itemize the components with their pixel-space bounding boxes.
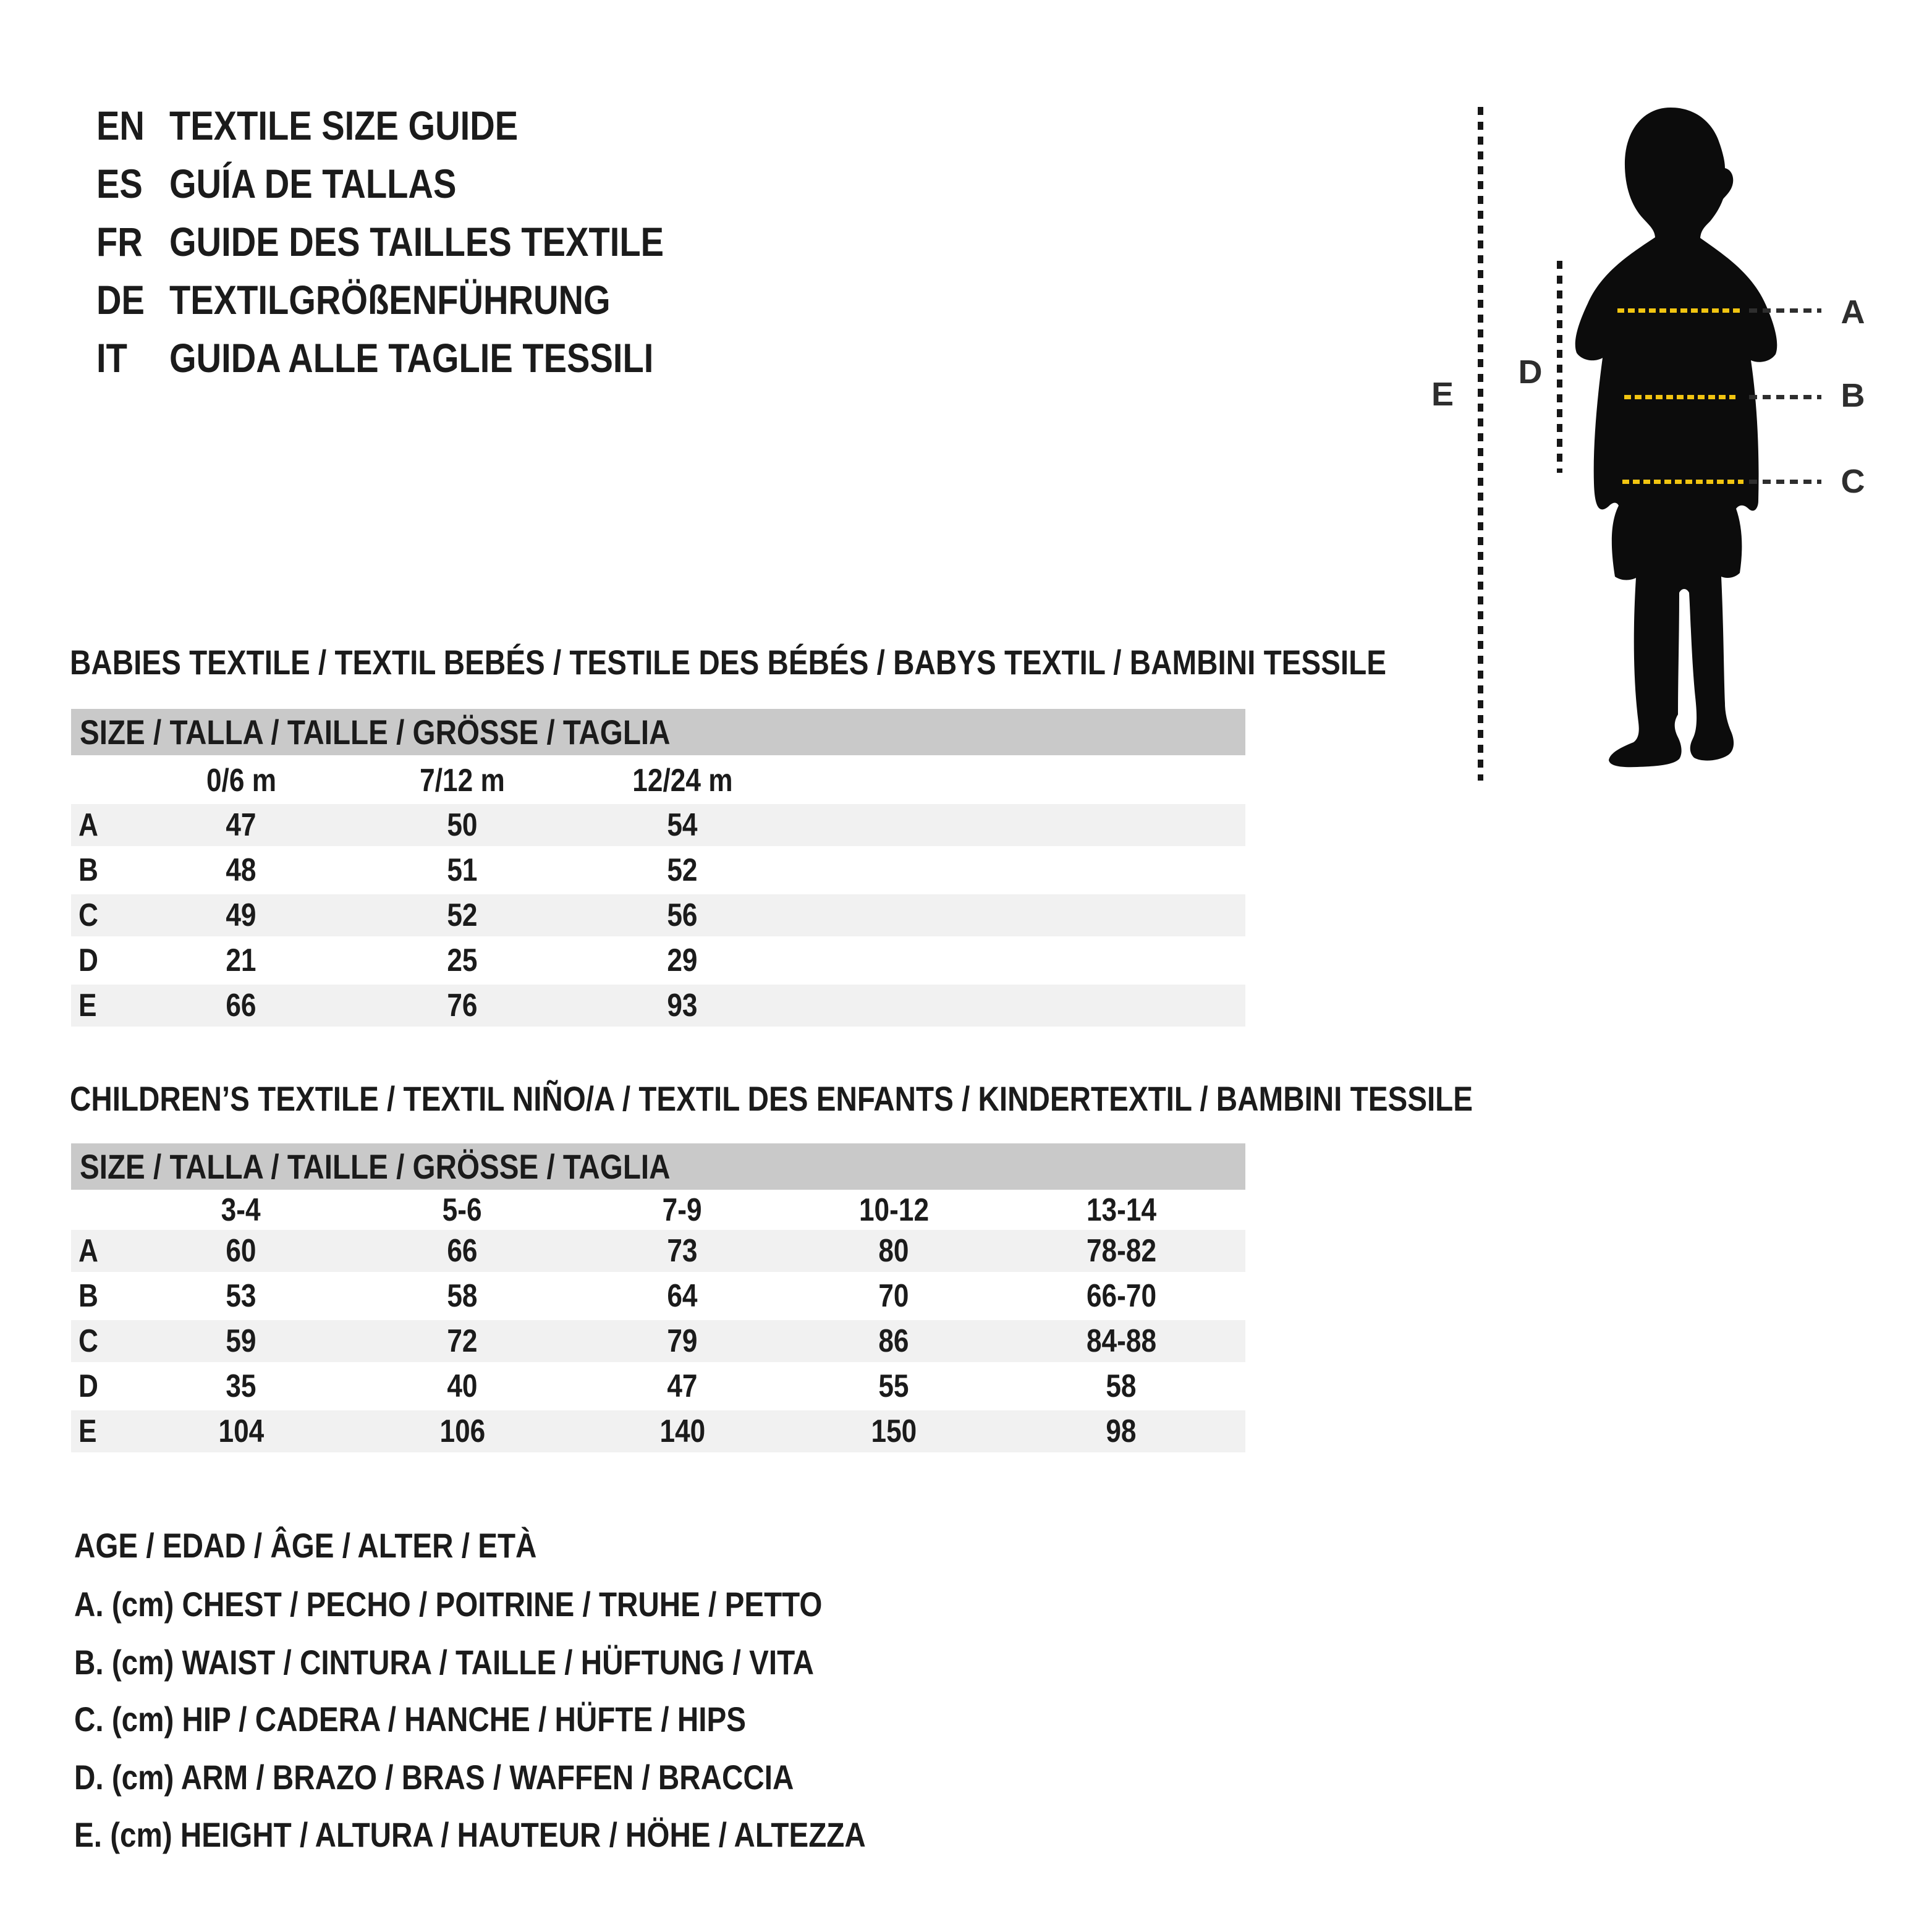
table-cell: 86 — [878, 1323, 909, 1359]
table-cell: 49 — [226, 897, 256, 933]
column-header: 12/24 m — [632, 763, 733, 799]
row-label: B — [78, 852, 98, 888]
row-label: C — [78, 1323, 98, 1359]
table-cell: 29 — [667, 943, 698, 978]
table-row — [71, 849, 1245, 891]
guide-title: GUIDA ALLE TAGLIE TESSILI — [169, 335, 654, 381]
guide-title: GUÍA DE TALLAS — [169, 161, 457, 206]
lang-code: IT — [96, 335, 127, 381]
table-row — [71, 1410, 1245, 1452]
table-row — [71, 804, 1245, 846]
table-cell: 54 — [667, 807, 698, 843]
babies-column-headers — [71, 759, 1245, 802]
row-label: D — [78, 1368, 98, 1404]
table-cell: 66-70 — [1086, 1278, 1156, 1314]
column-header: 0/6 m — [206, 763, 276, 799]
figure-label-b: B — [1841, 377, 1865, 414]
table-cell: 72 — [447, 1323, 478, 1359]
table-cell: 93 — [667, 988, 698, 1023]
table-cell: 64 — [667, 1278, 698, 1314]
column-header: 13-14 — [1086, 1192, 1156, 1228]
table-cell: 106 — [439, 1413, 485, 1449]
table-cell: 70 — [878, 1278, 909, 1314]
column-header: 5-6 — [443, 1192, 482, 1228]
column-header: 3-4 — [221, 1192, 261, 1228]
figure-label-e: E — [1431, 376, 1454, 413]
table-row — [71, 939, 1245, 981]
children-section-title: CHILDREN’S TEXTILE / TEXTIL NIÑO/A / TEXTIL DES ENFANTS / KINDERTEXTIL / BAMBINI TESSILE — [70, 1079, 1473, 1118]
legend-line-age: AGE / EDAD / ÂGE / ALTER / ETÀ — [74, 1526, 537, 1565]
legend-line-hip: C. (cm) HIP / CADERA / HANCHE / HÜFTE / HIPS — [74, 1700, 746, 1739]
guide-title: TEXTILE SIZE GUIDE — [169, 103, 519, 148]
lang-row-it — [96, 329, 962, 387]
legend-line-height: E. (cm) HEIGHT / ALTURA / HAUTEUR / HÖHE / ALTEZZA — [74, 1815, 866, 1854]
table-cell: 40 — [447, 1368, 478, 1404]
table-cell: 51 — [447, 852, 478, 888]
table-cell: 53 — [226, 1278, 256, 1314]
children-column-headers — [71, 1190, 1245, 1230]
table-cell: 50 — [447, 807, 478, 843]
row-label: E — [78, 988, 97, 1023]
children-size-header-bar: SIZE / TALLA / TAILLE / GRÖSSE / TAGLIA — [71, 1143, 1245, 1190]
table-cell: 60 — [226, 1233, 256, 1269]
leader-line-a — [1749, 308, 1821, 313]
table-row — [71, 1230, 1245, 1272]
table-cell: 73 — [667, 1233, 698, 1269]
figure-label-d: D — [1518, 354, 1543, 391]
legend-line-arm: D. (cm) ARM / BRAZO / BRAS / WAFFEN / BRACCIA — [74, 1758, 794, 1797]
column-header: 10-12 — [858, 1192, 929, 1228]
leader-line-b — [1749, 395, 1821, 399]
lang-code: ES — [96, 161, 143, 206]
table-cell: 79 — [667, 1323, 698, 1359]
table-cell: 47 — [226, 807, 256, 843]
babies-section-title: BABIES TEXTILE / TEXTIL BEBÉS / TESTILE DES BÉBÉS / BABYS TEXTIL / BAMBINI TESSILE — [70, 643, 1386, 682]
row-label: A — [78, 807, 98, 843]
table-cell: 58 — [447, 1278, 478, 1314]
column-header: 7-9 — [663, 1192, 702, 1228]
row-label: A — [78, 1233, 98, 1269]
lang-row-es — [96, 155, 962, 213]
table-cell: 56 — [667, 897, 698, 933]
lang-row-en — [96, 96, 962, 155]
chest-measure-line-a — [1617, 308, 1741, 313]
figure-label-a: A — [1841, 294, 1865, 331]
table-cell: 84-88 — [1086, 1323, 1156, 1359]
table-cell: 104 — [218, 1413, 264, 1449]
table-row — [71, 1320, 1245, 1362]
babies-size-header-bar: SIZE / TALLA / TAILLE / GRÖSSE / TAGLIA — [71, 709, 1245, 755]
legend-line-chest: A. (cm) CHEST / PECHO / POITRINE / TRUHE / PETTO — [74, 1585, 823, 1624]
table-cell: 78-82 — [1086, 1233, 1156, 1269]
table-row — [71, 1365, 1245, 1407]
lang-code: EN — [96, 103, 145, 148]
guide-title: GUIDE DES TAILLES TEXTILE — [169, 219, 664, 265]
table-cell: 55 — [878, 1368, 909, 1404]
table-cell: 80 — [878, 1233, 909, 1269]
table-cell: 98 — [1106, 1413, 1137, 1449]
hip-measure-line-c — [1622, 480, 1743, 484]
guide-title: TEXTILGRÖßENFÜHRUNG — [169, 277, 611, 323]
table-cell: 58 — [1106, 1368, 1137, 1404]
lang-code: DE — [96, 277, 145, 323]
legend-line-waist: B. (cm) WAIST / CINTURA / TAILLE / HÜFTUNG / VITA — [74, 1643, 814, 1682]
table-cell: 35 — [226, 1368, 256, 1404]
row-label: D — [78, 943, 98, 978]
figure-label-c: C — [1841, 463, 1865, 500]
table-cell: 47 — [667, 1368, 698, 1404]
table-row — [71, 894, 1245, 936]
table-cell: 150 — [871, 1413, 917, 1449]
table-cell: 21 — [226, 943, 256, 978]
row-label: C — [78, 897, 98, 933]
table-row — [71, 1275, 1245, 1317]
table-cell: 52 — [667, 852, 698, 888]
table-cell: 52 — [447, 897, 478, 933]
table-cell: 66 — [226, 988, 256, 1023]
table-cell: 25 — [447, 943, 478, 978]
table-cell: 48 — [226, 852, 256, 888]
lang-code: FR — [96, 219, 143, 265]
waist-measure-line-b — [1624, 395, 1735, 399]
column-header: 7/12 m — [420, 763, 505, 799]
table-cell: 76 — [447, 988, 478, 1023]
table-cell: 59 — [226, 1323, 256, 1359]
row-label: E — [78, 1413, 97, 1449]
row-label: B — [78, 1278, 98, 1314]
table-row — [71, 985, 1245, 1027]
table-cell: 140 — [659, 1413, 705, 1449]
table-cell: 66 — [447, 1233, 478, 1269]
lang-row-de — [96, 271, 962, 329]
leader-line-c — [1749, 480, 1821, 484]
lang-row-fr — [96, 213, 962, 271]
